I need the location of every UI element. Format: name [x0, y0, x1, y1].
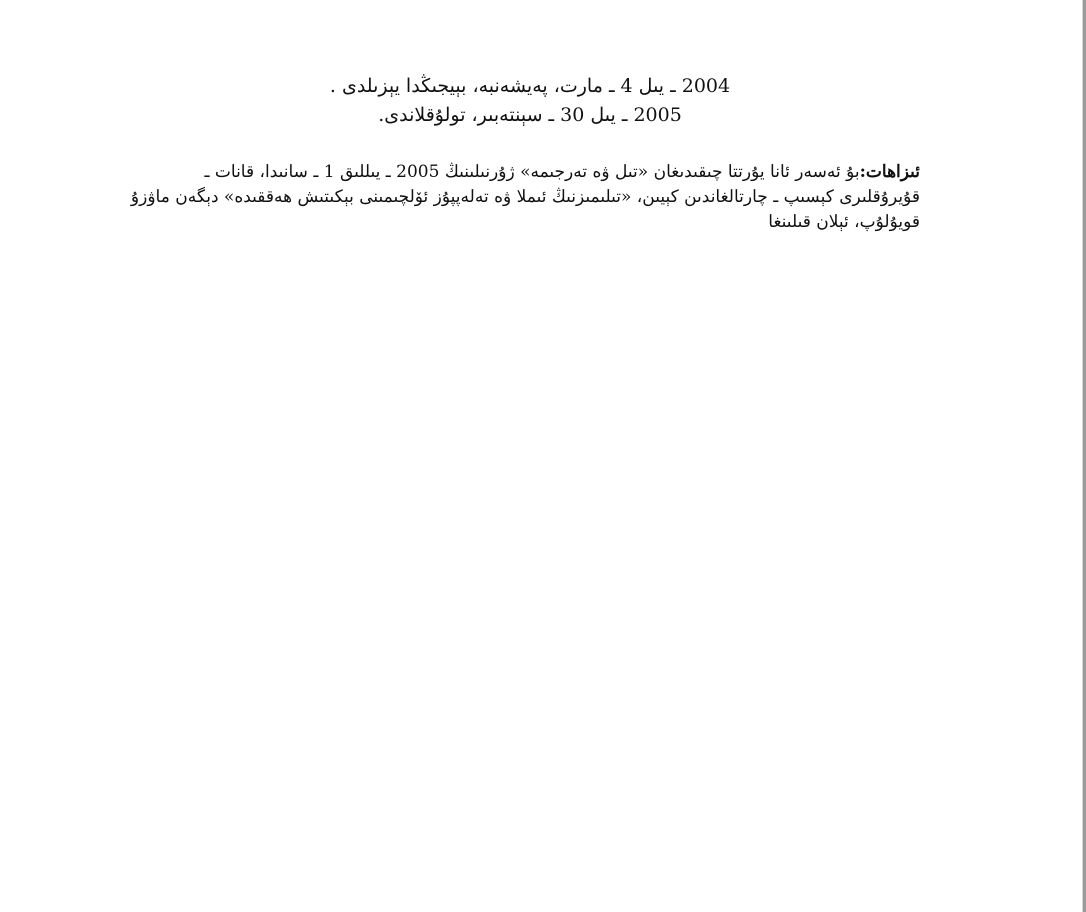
date-block: [300, 72, 760, 130]
written-date-line: 2004 ـ يىل 4 ـ مارت، پەيشەنبە، بېيجىڭدا يېزىلدى .: [329, 75, 731, 97]
footnote-text: بۇ ئەسەر ئانا يۇرتتا چىقىدىغان «تىل ۋە تەرجىمە» ژۇرنىلىنىڭ 2005 ـ يىللىق 1 ـ سانىدا، قانات ـ قۇيرۇقلىرى كېسىپ ـ چارتالغاندىن كېيىن، «تىلىمىزنىڭ ئىملا ۋە تەلەپپۇز ئۆلچىمىنى بېكىتىش ھەققىدە» دېگەن ماۋزۇ قويۇلۇپ، ئېلان قىلىنغا: [130, 162, 920, 232]
footnote-label: ئىزاھات:: [859, 162, 920, 182]
page-edge-shadow: [1082, 0, 1083, 912]
supplemented-date-line: 2005 ـ يىل 30 ـ سېنتەبىر، تولۇقلاندى.: [378, 104, 682, 126]
footnote-paragraph: [128, 160, 920, 235]
